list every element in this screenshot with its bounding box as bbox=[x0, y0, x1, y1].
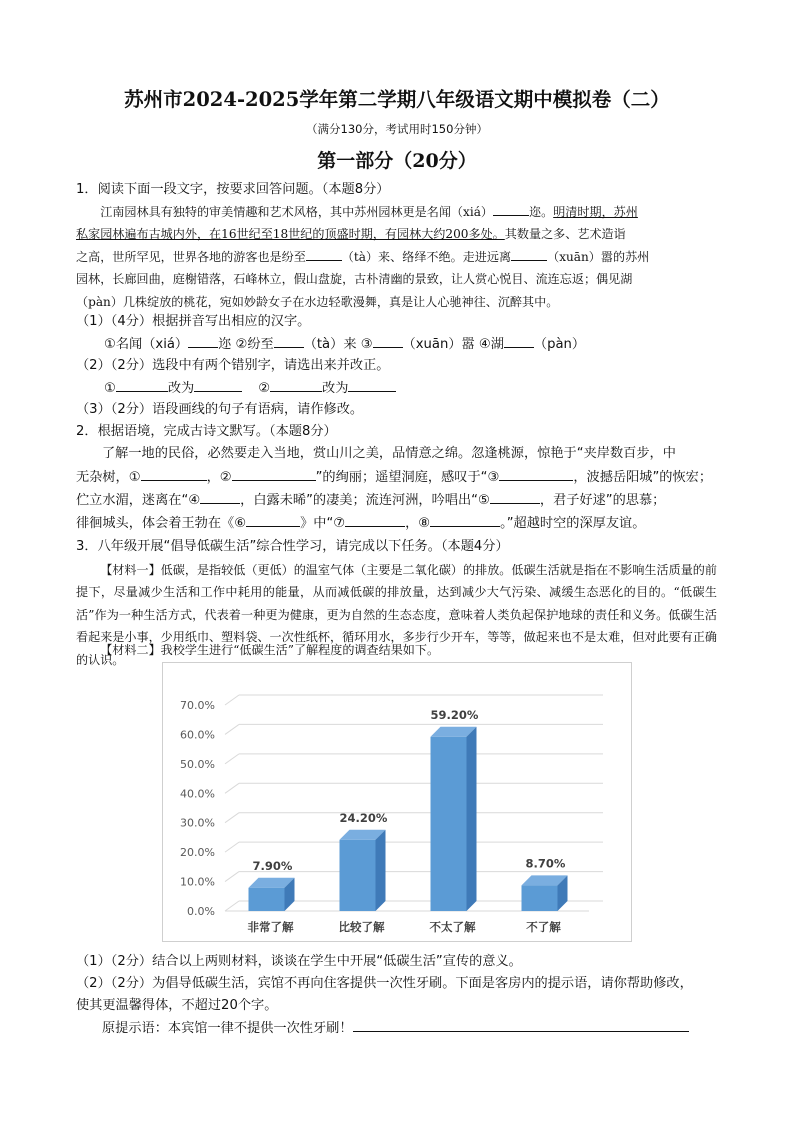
q2-stem: 2．根据语境，完成古诗文默写。（本题8分） bbox=[76, 424, 337, 439]
q2-line1: 了解一地的民俗，必然要走入当地，赏山川之美，品情意之绵。忽逢桃源，惊艳于“夹岸数百步，中 bbox=[102, 446, 676, 461]
answer-blank[interactable] bbox=[504, 333, 534, 348]
gridline-side bbox=[225, 872, 239, 882]
answer-blank[interactable] bbox=[353, 1017, 689, 1032]
bar-side bbox=[467, 727, 477, 911]
q2-line2: 无杂树，① ，② ”的绚丽；遥望洞庭，感叹于“③ ，波撼岳阳城”的恢宏； bbox=[76, 466, 721, 489]
q1-sub2-blanks: ① 改为 ② 改为 bbox=[104, 377, 749, 400]
q3-material2: 【材料二】我校学生进行“低碳生活”了解程度的调查结果如下。 bbox=[100, 643, 440, 657]
answer-blank[interactable] bbox=[116, 377, 168, 392]
q1-passage-line1: 江南园林具有独特的审美情趣和艺术风格，其中苏州园林更是名闻（xiá） 迩。明清时期，苏州 bbox=[76, 201, 717, 223]
answer-blank[interactable] bbox=[348, 377, 396, 392]
answer-blank[interactable] bbox=[200, 489, 240, 504]
q1-passage-line5: （pàn）几株绽放的桃花，宛如妙龄女子在水边轻歌漫舞，真是让人心驰神往、沉醉其中。 bbox=[76, 294, 559, 309]
data-label: 24.20% bbox=[339, 810, 388, 825]
answer-blank[interactable] bbox=[194, 377, 242, 392]
x-tick-label: 比较了解 bbox=[338, 920, 385, 934]
q1-sub3: （3）（2分）语段画线的句子有语病，请作修改。 bbox=[76, 402, 364, 417]
q1-sub1: （1）（4分）根据拼音写出相应的汉字。 bbox=[76, 314, 311, 329]
gridline-side bbox=[225, 813, 239, 823]
bar bbox=[522, 885, 558, 911]
survey-chart-frame bbox=[162, 662, 632, 942]
answer-blank[interactable] bbox=[430, 512, 500, 527]
q3-material1: 【材料一】低碳，是指较低（更低）的温室气体（主要是二氧化碳）的排放。低碳生活就是指在不影响生活质量的前提下，尽量减少生活和工作中耗用的能量，从而减低碳的排放量，达到减少大气污染、减缓生态恶化的目的。“低碳生活”作为一种生活方式，代表着一种更为健康，更为自然的生态态度，意味着人类负起保护地球的责任和义务。低碳生活看起来是小事，少用纸巾、塑料袋、一次性纸杯，循环用水，多步行少开车，等等，做起来也不是太难，但对此要有正确的认识。 bbox=[76, 563, 717, 667]
q2-line4: 徘徊城头，体会着王勃在《⑥ 》中“⑦ ，⑧ 。”超越时空的深厚友谊。 bbox=[76, 512, 721, 535]
answer-blank[interactable] bbox=[345, 512, 405, 527]
q1-sub2: （2）（2分）选段中有两个错别字，请选出来并改正。 bbox=[76, 358, 390, 373]
data-label: 7.90% bbox=[252, 858, 293, 873]
bar bbox=[340, 840, 376, 911]
x-tick-label: 不太了解 bbox=[429, 920, 476, 934]
x-tick-label: 不了解 bbox=[526, 920, 561, 934]
y-tick-label: 40.0% bbox=[180, 787, 215, 801]
q3-sub2-cont: 使其更温馨得体，不超过20个字。 bbox=[76, 998, 278, 1013]
answer-blank[interactable] bbox=[270, 377, 322, 392]
q3-stem: 3．八年级开展“倡导低碳生活”综合性学习，请完成以下任务。（本题4分） bbox=[76, 539, 509, 554]
q1-passage bbox=[76, 201, 717, 313]
answer-blank[interactable] bbox=[499, 466, 573, 481]
q1-passage-line3: 之高，世所罕见，世界各地的游客也是纷至 （tà）来、络绎不绝。走进远离 （xuān）嚣的苏州 bbox=[76, 246, 717, 268]
x-tick-label: 非常了解 bbox=[247, 920, 294, 934]
gridline-side bbox=[225, 695, 239, 705]
survey-bar-chart bbox=[163, 663, 631, 941]
q1-stem: 1．阅读下面一段文字，按要求回答问题。（本题8分） bbox=[76, 182, 390, 197]
answer-blank[interactable] bbox=[373, 333, 403, 348]
data-label: 8.70% bbox=[525, 856, 566, 871]
q3-sub1: （1）（2分）结合以上两则材料，谈谈在学生中开展“低碳生活”宣传的意义。 bbox=[76, 954, 522, 969]
answer-blank[interactable] bbox=[274, 333, 304, 348]
q3-original-prompt: 原提示语：本宾馆一律不提供一次性牙刷！ bbox=[102, 1017, 747, 1040]
underlined-sentence: 明清时期，苏州 bbox=[553, 205, 638, 219]
answer-blank[interactable] bbox=[232, 466, 316, 481]
answer-blank[interactable] bbox=[490, 489, 540, 504]
gridline-side bbox=[225, 901, 239, 911]
bar bbox=[431, 737, 467, 911]
y-tick-label: 60.0% bbox=[180, 728, 215, 742]
q1-passage-line2: 私家园林遍布古城内外，在16世纪至18世纪的顶盛时期，有园林大约200多处。其数量之多、艺术造诣 bbox=[76, 227, 626, 242]
bar bbox=[249, 888, 285, 911]
exam-subtitle: （满分130分，考试用时150分钟） bbox=[306, 122, 488, 136]
y-tick-label: 50.0% bbox=[180, 757, 215, 771]
blank bbox=[511, 246, 547, 261]
bar-side bbox=[376, 830, 386, 911]
blank bbox=[493, 201, 529, 216]
q1-passage-line4: 园林，长廊回曲，庭榭错落，石峰林立，假山盘旋，古朴清幽的景致，让人赏心悦目、流连忘返；偶见湖 bbox=[76, 272, 633, 287]
q2-line3: 伫立水湄，迷离在“④ ，白露未晞”的凄美；流连河洲，吟唱出“⑤ ，君子好逑”的思慕； bbox=[76, 489, 721, 512]
gridline-side bbox=[225, 842, 239, 852]
exam-title: 苏州市2024-2025学年第二学期八年级语文期中模拟卷（二） bbox=[124, 88, 670, 111]
answer-blank[interactable] bbox=[246, 512, 300, 527]
y-tick-label: 30.0% bbox=[180, 816, 215, 830]
blank bbox=[306, 246, 342, 261]
answer-blank[interactable] bbox=[188, 333, 218, 348]
y-tick-label: 0.0% bbox=[187, 905, 215, 918]
gridline-side bbox=[225, 783, 239, 793]
y-tick-label: 20.0% bbox=[180, 846, 215, 860]
q3-sub2: （2）（2分）为倡导低碳生活，宾馆不再向住客提供一次性牙刷。下面是客房内的提示语，请你帮助修改， bbox=[76, 976, 693, 991]
part-title: 第一部分（20分） bbox=[317, 150, 477, 172]
data-label: 59.20% bbox=[430, 707, 479, 722]
y-tick-label: 10.0% bbox=[180, 875, 215, 889]
gridline-side bbox=[225, 754, 239, 764]
answer-blank[interactable] bbox=[141, 466, 207, 481]
q1-sub1-blanks: ①名闻（xiá） 迩 ②纷至 （tà）来 ③ （xuān）嚣 ④湖 （pàn） bbox=[104, 333, 749, 356]
underlined-sentence: 私家园林遍布古城内外，在16世纪至18世纪的顶盛时期，有园林大约200多处。 bbox=[76, 227, 505, 242]
gridline-side bbox=[225, 724, 239, 734]
y-tick-label: 70.0% bbox=[180, 699, 215, 712]
